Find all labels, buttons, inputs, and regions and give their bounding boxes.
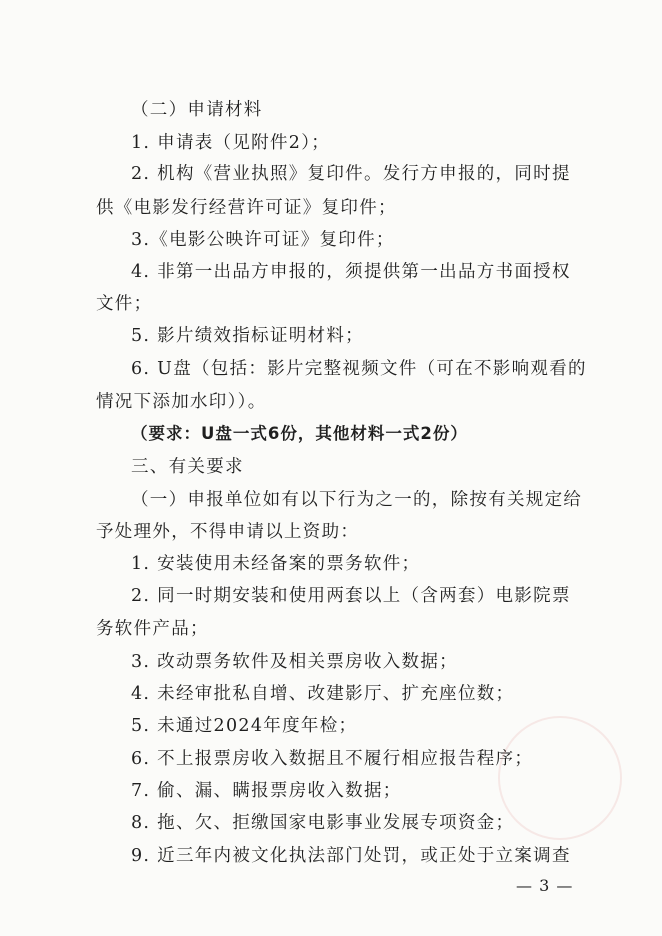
requirement-note: （要求：U盘一式6份，其他材料一式2份） [131,424,468,443]
text-line: 8. 拖、欠、拒缴国家电影事业发展专项资金； [131,813,515,833]
text-line: 3. 改动票务软件及相关票房收入数据； [131,652,458,672]
text-line: 予处理外，不得申请以上资助： [96,522,360,542]
text-line: 6. 不上报票房收入数据且不履行相应报告程序； [131,749,534,769]
text-line: 4. 非第一出品方申报的，须提供第一出品方书面授权 [131,262,571,282]
text-line: 4. 未经审批私自增、改建影厅、扩充座位数； [131,684,515,704]
section-heading-application-materials: （二）申请材料 [131,100,263,120]
text-line: 7. 偷、漏、瞒报票房收入数据； [131,781,402,801]
text-line: 文件； [96,294,153,314]
text-line: 1. 申请表（见附件2）； [131,133,331,153]
text-line: 务软件产品； [96,619,209,639]
text-line: 2. 同一时期安装和使用两套以上（含两套）电影院票 [131,586,571,606]
section-heading-requirements: 三、有关要求 [131,457,244,477]
text-line: 2. 机构《营业执照》复印件。发行方申报的，同时提 [131,164,571,184]
text-line: 1. 安装使用未经备案的票务软件； [131,554,421,574]
text-line: 9. 近三年内被文化执法部门处罚，或正处于立案调查 [131,846,571,866]
text-line: 6. U盘（包括：影片完整视频文件（可在不影响观看的 [131,359,587,379]
text-line: 3.《电影公映许可证》复印件； [131,230,395,250]
text-line: 5. 未通过2024年度年检； [131,716,358,736]
text-line: 5. 影片绩效指标证明材料； [131,326,364,346]
text-line: 供《电影发行经营许可证》复印件； [96,198,397,218]
text-line: （一）申报单位如有以下行为之一的，除按有关规定给 [131,490,583,510]
faint-stamp-mark [498,716,622,840]
page-number: — 3 — [516,876,574,895]
text-line: 情况下添加水印））。 [96,392,267,412]
